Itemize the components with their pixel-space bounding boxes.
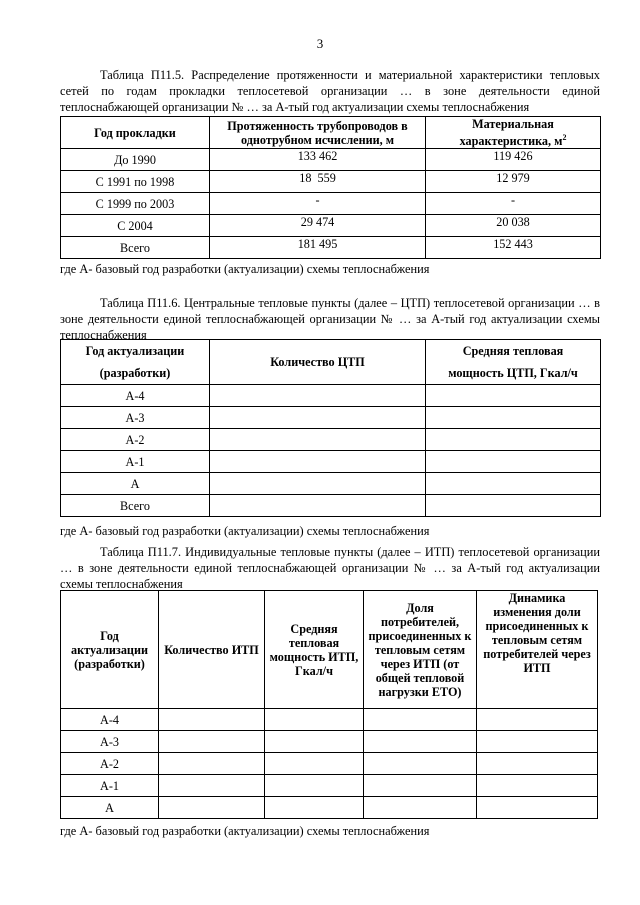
table6-empty-cell (210, 451, 426, 473)
table7-empty-cell (364, 775, 477, 797)
table5-cell: До 1990 (61, 149, 210, 171)
table5-cell: 133 462 (210, 149, 426, 171)
table6-empty-cell (426, 407, 601, 429)
table6-empty-cell (426, 385, 601, 407)
table7-empty-cell (364, 731, 477, 753)
table7-header-row (61, 591, 598, 709)
table6-empty-cell (210, 429, 426, 451)
table6-header-year (61, 340, 210, 385)
table-row (61, 385, 601, 407)
table7-note: где А- базовый год разработки (актуализации) схемы теплоснабжения (60, 824, 430, 838)
table5-cell: 152 443 (426, 237, 601, 259)
table5-caption-text: Таблица П11.5. Распределение протяженности и материальной характеристики тепловых сетей по годам прокладки теплосетевой организации … в зоне деятельности единой теплоснабжающей организации № … за А-тый год актуализации схемы теплоснабжения (60, 68, 600, 114)
table7-empty-cell (159, 731, 265, 753)
table5-header-material (426, 117, 601, 149)
table7-year-cell: А-3 (61, 731, 159, 753)
table6-empty-cell (210, 495, 426, 517)
table5-cell: С 2004 (61, 215, 210, 237)
table7-empty-cell (265, 775, 364, 797)
table7-empty-cell (265, 709, 364, 731)
table-row (61, 451, 601, 473)
table6-caption (60, 295, 600, 343)
table-row (61, 193, 601, 215)
table6-header-count: Количество ЦТП (210, 340, 426, 385)
table6-header-power-line1: Средняя тепловая (462, 344, 564, 358)
table6-year-cell: А-3 (61, 407, 210, 429)
table7-year-cell: А-2 (61, 753, 159, 775)
table6-year-cell: Всего (61, 495, 210, 517)
table7-empty-cell (364, 753, 477, 775)
table7-year-cell: А-1 (61, 775, 159, 797)
table5-cell: - (210, 193, 426, 215)
table7-empty-cell (477, 753, 598, 775)
table5-cell: 181 495 (210, 237, 426, 259)
table6-header-power-line2: мощность ЦТП, Гкал/ч (448, 366, 578, 380)
table5-cell: 20 038 (426, 215, 601, 237)
table-row (61, 429, 601, 451)
table6-note: где А- базовый год разработки (актуализации) схемы теплоснабжения (60, 524, 430, 538)
page-number: 3 (316, 36, 324, 51)
table5-cell: - (426, 193, 601, 215)
table5-cell: 119 426 (426, 149, 601, 171)
table6-empty-cell (426, 495, 601, 517)
table7-empty-cell (477, 775, 598, 797)
table7-empty-cell (159, 797, 265, 819)
table5-cell: 12 979 (426, 171, 601, 193)
table-row (61, 775, 598, 797)
table5-cell: 29 474 (210, 215, 426, 237)
table7-header-count: Количество ИТП (159, 591, 265, 709)
table5-note: где А- базовый год разработки (актуализации) схемы теплоснабжения (60, 262, 430, 276)
table6 (60, 339, 601, 517)
table-row (61, 407, 601, 429)
table-row (61, 171, 601, 193)
table-row (61, 797, 598, 819)
table6-empty-cell (426, 473, 601, 495)
table7-empty-cell (477, 797, 598, 819)
table5-header-year: Год прокладки (61, 117, 210, 149)
table6-year-cell: А-2 (61, 429, 210, 451)
table7-year-cell: А (61, 797, 159, 819)
table6-caption-text: Таблица П11.6. Центральные тепловые пункты (далее – ЦТП) теплосетевой организации … в зоне деятельности единой теплоснабжающей организации № … за А-тый год актуализации схемы теплоснабжения (60, 296, 600, 342)
table7-header-share: Доля потребителей, присоединенных к тепловым сетям через ИТП (от общей тепловой нагрузки ЕТО) (364, 591, 477, 709)
table7-header-dynamics: Динамика изменения доли присоединенных к тепловым сетям потребителей через ИТП (477, 591, 598, 709)
table6-header-power (426, 340, 601, 385)
table6-empty-cell (210, 385, 426, 407)
table6-year-cell: А-4 (61, 385, 210, 407)
table7-empty-cell (265, 753, 364, 775)
table5-cell: Всего (61, 237, 210, 259)
table-row (61, 731, 598, 753)
table5-header-length: Протяженность трубопроводов в однотрубном исчислении, м (210, 117, 426, 149)
table5-cell: С 1991 по 1998 (61, 171, 210, 193)
table-row (61, 495, 601, 517)
table-row (61, 237, 601, 259)
table6-header-year-line2: (разработки) (99, 366, 171, 380)
table-row (61, 753, 598, 775)
table5 (60, 116, 601, 259)
table7-empty-cell (364, 709, 477, 731)
table7-empty-cell (159, 753, 265, 775)
table6-header-year-line1: Год актуализации (85, 344, 185, 358)
table7-year-cell: А-4 (61, 709, 159, 731)
table7-empty-cell (159, 775, 265, 797)
table7 (60, 590, 598, 819)
table7-header-power: Средняя тепловая мощность ИТП, Гкал/ч (265, 591, 364, 709)
table-row (61, 709, 598, 731)
table6-header-row (61, 340, 601, 385)
table-row (61, 473, 601, 495)
table6-empty-cell (210, 407, 426, 429)
table7-empty-cell (265, 797, 364, 819)
table5-header-row (61, 117, 601, 149)
table6-year-cell: А (61, 473, 210, 495)
table7-caption-text: Таблица П11.7. Индивидуальные тепловые пункты (далее – ИТП) теплосетевой организации … в зоне деятельности единой теплоснабжающей организации № … за А-тый год актуализации схемы теплоснабжения (60, 545, 600, 591)
table5-caption (60, 67, 600, 115)
table5-header-material-sup: 2 (562, 133, 567, 142)
table7-empty-cell (364, 797, 477, 819)
table5-header-material-text: Материальная характеристика, м (459, 117, 563, 149)
table7-header-year: Год актуализации (разработки) (61, 591, 159, 709)
table7-empty-cell (477, 731, 598, 753)
table7-empty-cell (477, 709, 598, 731)
table6-year-cell: А-1 (61, 451, 210, 473)
table-row (61, 215, 601, 237)
table5-cell: 18 559 (210, 171, 426, 193)
table7-caption (60, 544, 600, 592)
table6-empty-cell (426, 429, 601, 451)
table7-empty-cell (265, 731, 364, 753)
table5-cell: С 1999 по 2003 (61, 193, 210, 215)
table7-empty-cell (159, 709, 265, 731)
table6-empty-cell (426, 451, 601, 473)
table6-empty-cell (210, 473, 426, 495)
table-row (61, 149, 601, 171)
